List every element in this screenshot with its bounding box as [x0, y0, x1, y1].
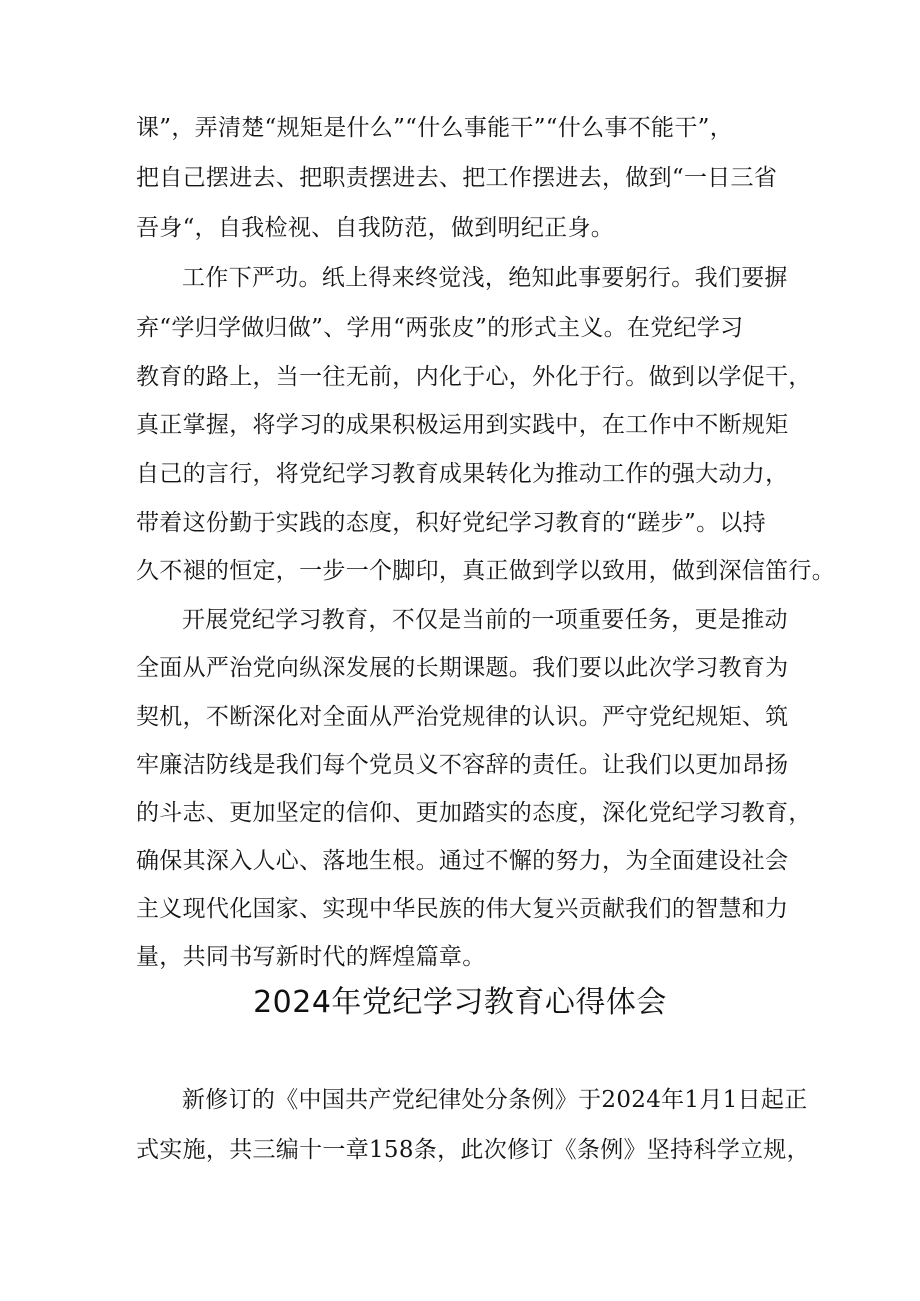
paragraph-line: 吾身“，自我检视、自我防范，做到明纪正身。	[136, 215, 615, 241]
paragraph-line: 契机，不断深化对全面从严治党规律的认识。严守党纪规矩、筑	[136, 704, 789, 730]
paragraph-line: 课”，弄清楚“规矩是什么”“什么事能干”“什么事不能干”，	[136, 115, 734, 141]
paragraph-line: 的斗志、更加坚定的信仰、更加踏实的态度，深化党纪学习教育，	[136, 800, 812, 826]
paragraph-line: 主义现代化国家、实现中华民族的伟大复兴贡献我们的智慧和力	[136, 896, 789, 922]
paragraph-line: 式实施，共三编十一章158条，此次修订《条例》坚持科学立规，	[136, 1137, 810, 1163]
paragraph-line: 牢廉洁防线是我们每个党员义不容辞的责任。让我们以更加昂扬	[136, 752, 789, 778]
paragraph-line: 新修订的《中国共产党纪律处分条例》于2024年1月1日起正	[182, 1087, 808, 1113]
paragraph-line: 教育的路上，当一往无前，内化于心，外化于行。做到以学促干，	[136, 364, 812, 390]
paragraph-line: 开展党纪学习教育，不仅是当前的一项重要任务，更是推动	[182, 607, 788, 633]
paragraph-line: 把自己摆进去、把职责摆进去、把工作摆进去，做到“一日三省	[136, 165, 778, 191]
paragraph-line: 久不褪的恒定，一步一个脚印，真正做到学以致用，做到深信笛行。	[136, 558, 835, 584]
paragraph-line: 确保其深入人心、落地生根。通过不懈的努力，为全面建设社会	[136, 848, 789, 874]
paragraph-line: 全面从严治党向纵深发展的长期课题。我们要以此次学习教育为	[136, 655, 789, 681]
paragraph-line: 工作下严功。纸上得来终觉浅，绝知此事要躬行。我们要摒	[182, 265, 788, 291]
paragraph-line: 弃“学归学做归做”、学用“两张皮”的形式主义。在党纪学习	[136, 315, 744, 341]
paragraph-line: 真正掌握，将学习的成果积极运用到实践中，在工作中不断规矩	[136, 412, 789, 438]
paragraph-line: 带着这份勤于实践的态度，积好党纪学习教育的“蹉步”。以持	[136, 510, 766, 536]
paragraph-line: 自己的言行，将党纪学习教育成果转化为推动工作的强大动力，	[136, 461, 789, 487]
paragraph-line: 量，共同书写新时代的辉煌篇章。	[136, 944, 486, 970]
section-title: 2024年党纪学习教育心得体会	[253, 985, 667, 1020]
